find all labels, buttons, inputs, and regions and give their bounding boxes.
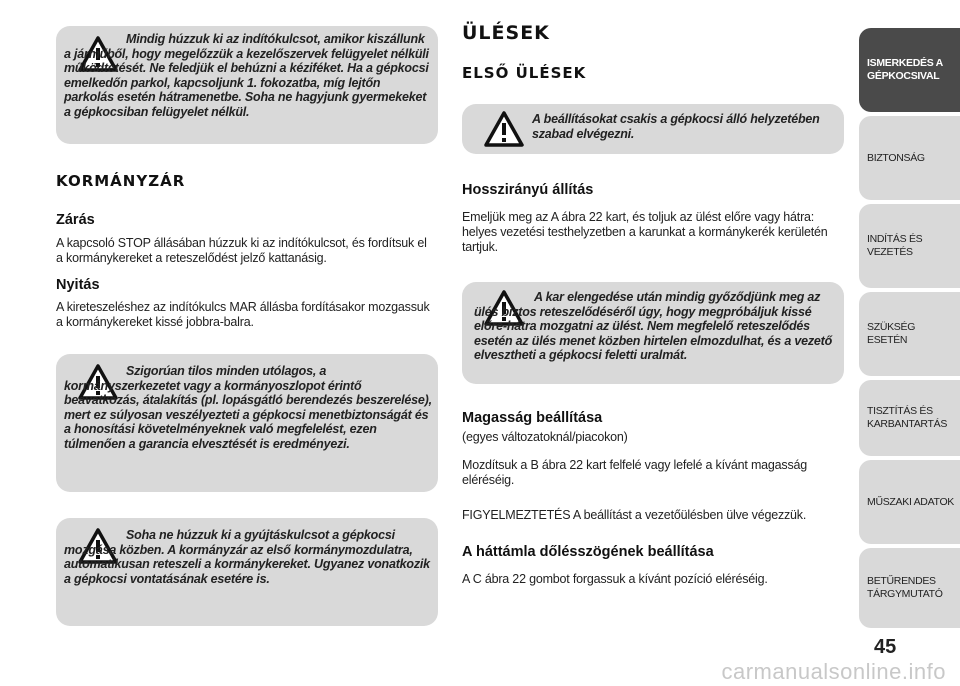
tab-label: TISZTÍTÁS ÉS KARBANTARTÁS — [867, 405, 948, 430]
open-text: A kireteszeléshez az indítókulcs MAR állásba fordításakor mozgassuk a kormánykereket kissé jobbra-balra. — [56, 300, 430, 329]
lock-title: Zárás — [56, 212, 95, 228]
subsection-title-front-seats: ELSŐ ÜLÉSEK — [462, 64, 587, 82]
tab-label: INDÍTÁS ÉS VEZETÉS — [867, 233, 923, 258]
tab-emergency[interactable] — [859, 292, 960, 376]
tab-index[interactable] — [859, 548, 960, 628]
tab-maintenance[interactable] — [859, 380, 960, 456]
tab-technical-data[interactable] — [859, 460, 960, 544]
tab-label: BIZTONSÁG — [867, 151, 925, 164]
height-text: Mozdítsuk a B ábra 22 kart felfelé vagy lefelé a kívánt magasság eléréséig. — [462, 458, 808, 487]
footer-watermark: carmanualsonline.info — [721, 659, 946, 684]
backrest-title: A háttámla dőlésszögének beállítása — [462, 544, 714, 560]
warning-text: Soha ne húzzuk ki a gyújtáskulcsot a gépkocsi mozgása közben. A kormányzár az első kormánymozdulatra, automatikusan reteszeli a kormánykereket. Ugyanez vonatkozik a gépkocsi vontatásának esetére is. — [64, 528, 430, 586]
tab-starting-driving[interactable] — [859, 204, 960, 288]
backrest-text: A C ábra 22 gombot forgassuk a kívánt pozíció eléréséig. — [462, 572, 768, 586]
longitudinal-title: Hosszirányú állítás — [462, 182, 594, 198]
tab-safety[interactable] — [859, 116, 960, 200]
height-note: FIGYELMEZTETÉS A beállítást a vezetőülésben ülve végezzük. — [462, 508, 807, 522]
tab-label: BETŰRENDES TÁRGYMUTATÓ — [867, 575, 943, 600]
lock-text: A kapcsoló STOP állásában húzzuk ki az indítókulcsot, és fordítsuk el a kormánykereket a reteszelődést jelző kattanásig. — [56, 236, 427, 265]
tab-label: MŰSZAKI ADATOK — [867, 495, 955, 508]
warning-triangle-icon — [484, 111, 524, 147]
tab-label: SZÜKSÉG ESETÉN — [867, 321, 916, 346]
tab-getting-to-know[interactable] — [859, 28, 960, 112]
warning-text: A beállításokat csakis a gépkocsi álló helyzetében szabad elvégezni. — [532, 112, 820, 141]
page-number: 45 — [874, 636, 897, 658]
warning-box-parking — [56, 26, 438, 144]
warning-box-seat-lock — [462, 282, 844, 384]
section-title-seats: ÜLÉSEK — [462, 22, 550, 44]
warning-box-adjust-stationary — [462, 104, 844, 154]
height-title: Magasság beállítása — [462, 410, 603, 426]
longitudinal-text: Emeljük meg az A ábra 22 kart, és toljuk az ülést előre vagy hátra: helyes vezetési testhelyzetben a karunkat a kormánykerék kerületén tartjuk. — [462, 210, 828, 254]
open-title: Nyitás — [56, 277, 100, 293]
warning-text: Mindig húzzuk ki az indítókulcsot, amikor kiszállunk a járműből, hogy megelőzzük a kezelőszervek felügyelet nélküli működtetését. Ne feledjük el behúzni a kéziféket. Ha a gépkocsi emelkedőn parkol, kapcsoljunk 1. fokozatba, míg lejtőn parkolás esetén hátramenetbe. Soha ne hagyjunk gyermekeket a gépkocsiban felügyelet nélkül. — [64, 32, 429, 119]
warning-box-tampering — [56, 354, 438, 492]
warning-text: A kar elengedése után mindig győződjünk meg az ülés biztos reteszelődéséről úgy, hogy megpróbáljuk kissé előre-hátra mozgatni az ülést. Nem megfelelő reteszelődés esetén az ülés menet közben hirtelen elmozdulhat, és a vezető elvesztheti a gépkocsi feletti uralmát. — [474, 290, 833, 362]
section-title-steering-lock: KORMÁNYZÁR — [56, 172, 186, 190]
height-subtitle: (egyes változatoknál/piacokon) — [462, 430, 628, 444]
warning-text: Szigorúan tilos minden utólagos, a kormányszerkezetet vagy a kormányoszlopot érintő beavatkozás, átalakítás (pl. lopásgátló berendezés beszerelése), mert ez súlyosan veszélyezteti a gépkocsi menetbiztonságát és a honosítási követelményeknek való megfelelést, ezen túlmenően a garancia elvesztését is eredményezi. — [64, 364, 432, 451]
tab-label: ISMERKEDÉS A GÉPKOCSIVAL — [867, 57, 943, 82]
warning-box-ignition — [56, 518, 438, 626]
